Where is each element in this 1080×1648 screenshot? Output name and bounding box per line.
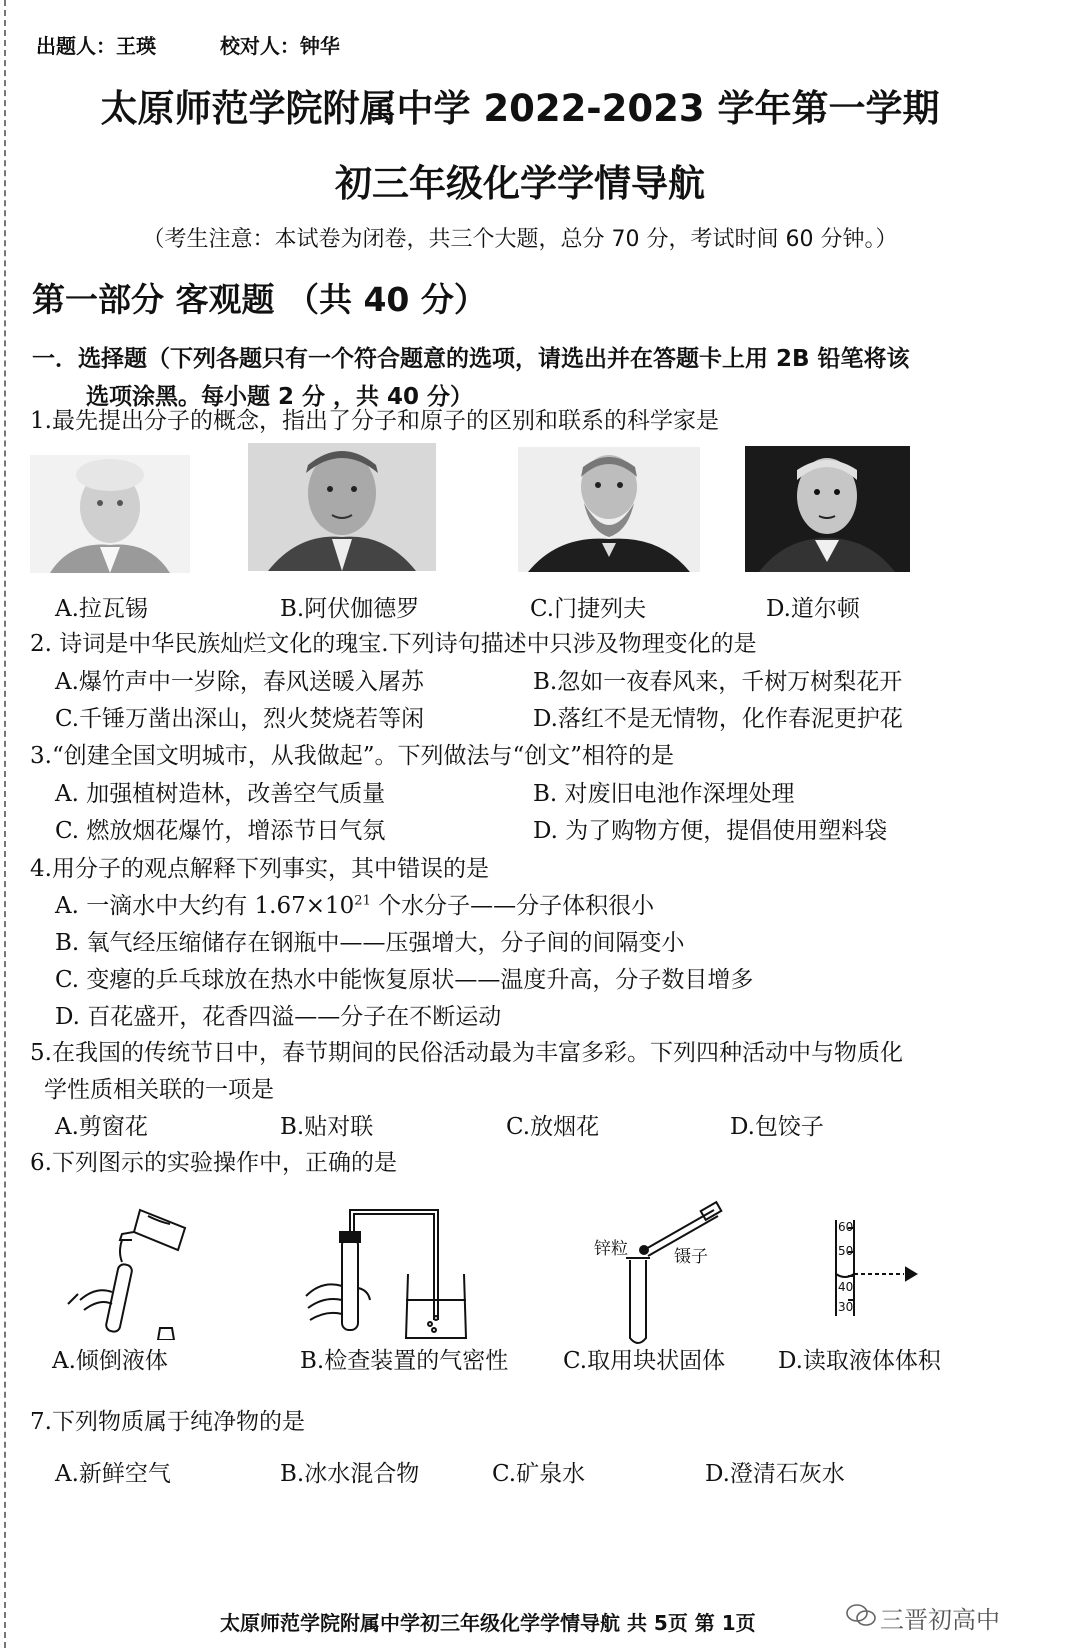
q5-option-b: B.贴对联 bbox=[280, 1114, 374, 1140]
q5-option-d: D.包饺子 bbox=[730, 1114, 824, 1140]
q6-option-a: A.倾倒液体 bbox=[52, 1348, 168, 1374]
q7-option-d: D.澄清石灰水 bbox=[705, 1461, 845, 1487]
page-footer: 太原师范学院附属中学初三年级化学学情导航 共 5页 第 1页 bbox=[220, 1611, 756, 1635]
q5-option-c: C.放烟花 bbox=[506, 1114, 600, 1140]
q6-option-c: C.取用块状固体 bbox=[563, 1348, 726, 1374]
question-2-stem: 2. 诗词是中华民族灿烂文化的瑰宝.下列诗句描述中只涉及物理变化的是 bbox=[30, 631, 757, 657]
page-title: 太原师范学院附属中学 2022-2023 学年第一学期 bbox=[100, 87, 940, 130]
q4-option-d: D. 百花盛开，花香四溢——分子在不断运动 bbox=[55, 1004, 502, 1030]
cylinder-mark-60: 60 bbox=[838, 1220, 854, 1234]
q7-option-c: C.矿泉水 bbox=[492, 1461, 586, 1487]
question-5-stem-line1: 5.在我国的传统节日中，春节期间的民俗活动最为丰富多彩。下列四种活动中与物质化 bbox=[30, 1040, 903, 1066]
q4-option-c: C. 变瘪的乒乓球放在热水中能恢复原状——温度升高，分子数目增多 bbox=[55, 967, 754, 993]
q7-option-b: B.冰水混合物 bbox=[280, 1461, 420, 1487]
section-instruction-line1: 一．选择题（下列各题只有一个符合题意的选项，请选出并在答题卡上用 2B 铅笔将该 bbox=[32, 346, 910, 372]
section-instruction-line2: 选项涂黑。每小题 2 分 ，共 40 分） bbox=[86, 384, 474, 410]
q3-option-b: B. 对废旧电池作深埋处理 bbox=[533, 781, 795, 807]
exam-notice: （考生注意：本试卷为闭卷，共三个大题，总分 70 分，考试时间 60 分钟。） bbox=[142, 227, 898, 252]
q3-option-d: D. 为了购物方便，提倡使用塑料袋 bbox=[533, 818, 888, 844]
diagram-pouring-liquid bbox=[60, 1200, 200, 1340]
zinc-label: 锌粒 bbox=[594, 1239, 628, 1259]
q3-option-c: C. 燃放烟花爆竹，增添节日气氛 bbox=[55, 818, 386, 844]
question-5-stem-line2: 学性质相关联的一项是 bbox=[44, 1077, 274, 1103]
question-4-stem: 4.用分子的观点解释下列事实，其中错误的是 bbox=[30, 856, 489, 882]
reviewer-label: 校对人：钟华 bbox=[219, 34, 340, 58]
portrait-dalton bbox=[745, 446, 910, 572]
question-6-stem: 6.下列图示的实验操作中，正确的是 bbox=[30, 1150, 397, 1176]
q1-option-c: C.门捷列夫 bbox=[530, 596, 647, 622]
q4-option-a-pre: A. 一滴水中大约有 1.67×10 bbox=[55, 893, 355, 919]
diagram-airtightness-check bbox=[298, 1200, 468, 1340]
page-subtitle: 初三年级化学学情导航 bbox=[335, 162, 705, 205]
q6-option-d: D.读取液体体积 bbox=[778, 1348, 941, 1374]
q3-option-a: A. 加强植树造林，改善空气质量 bbox=[55, 781, 386, 807]
question-3-stem: 3.“创建全国文明城市，从我做起”。下列做法与“创文”相符的是 bbox=[30, 743, 674, 769]
question-1-stem: 1.最先提出分子的概念，指出了分子和原子的区别和联系的科学家是 bbox=[30, 408, 719, 434]
q4-option-a-exponent: 21 bbox=[354, 893, 371, 909]
cylinder-mark-50: 50 bbox=[838, 1244, 854, 1258]
q4-option-a-post: 个水分子——分子体积很小 bbox=[370, 893, 655, 919]
diagram-taking-solid bbox=[590, 1200, 740, 1350]
cylinder-mark-30: 30 bbox=[838, 1300, 854, 1314]
q2-option-d: D.落红不是无情物，化作春泥更护花 bbox=[533, 706, 903, 732]
watermark-text: 三晋初高中 bbox=[880, 1606, 1000, 1634]
author-label: 出题人：王瑛 bbox=[36, 34, 156, 58]
tweezers-label: 镊子 bbox=[674, 1247, 708, 1267]
diagram-reading-volume bbox=[832, 1218, 922, 1318]
q6-option-b: B.检查装置的气密性 bbox=[300, 1348, 509, 1374]
cylinder-mark-40: 40 bbox=[838, 1280, 854, 1294]
q2-option-b: B.忽如一夜春风来，千树万树梨花开 bbox=[533, 669, 903, 695]
q1-option-d: D.道尔顿 bbox=[766, 596, 860, 622]
portrait-lavoisier bbox=[30, 455, 190, 573]
q5-option-a: A.剪窗花 bbox=[55, 1114, 148, 1140]
q7-option-a: A.新鲜空气 bbox=[55, 1461, 171, 1487]
exam-credits bbox=[36, 30, 340, 59]
q2-option-a: A.爆竹声中一岁除，春风送暖入屠苏 bbox=[55, 669, 424, 695]
part-heading: 第一部分 客观题 （共 40 分） bbox=[32, 280, 487, 319]
portrait-mendeleev bbox=[518, 447, 700, 572]
q4-option-b: B. 氧气经压缩储存在钢瓶中——压强增大，分子间的间隔变小 bbox=[55, 930, 685, 956]
question-7-stem: 7.下列物质属于纯净物的是 bbox=[30, 1409, 305, 1435]
q4-option-a bbox=[55, 887, 654, 920]
wechat-icon bbox=[846, 1602, 876, 1628]
q1-option-a: A.拉瓦锡 bbox=[55, 596, 148, 622]
q1-option-b: B.阿伏伽德罗 bbox=[280, 596, 420, 622]
portrait-avogadro bbox=[248, 443, 436, 571]
q2-option-c: C.千锤万凿出深山，烈火焚烧若等闲 bbox=[55, 706, 425, 732]
